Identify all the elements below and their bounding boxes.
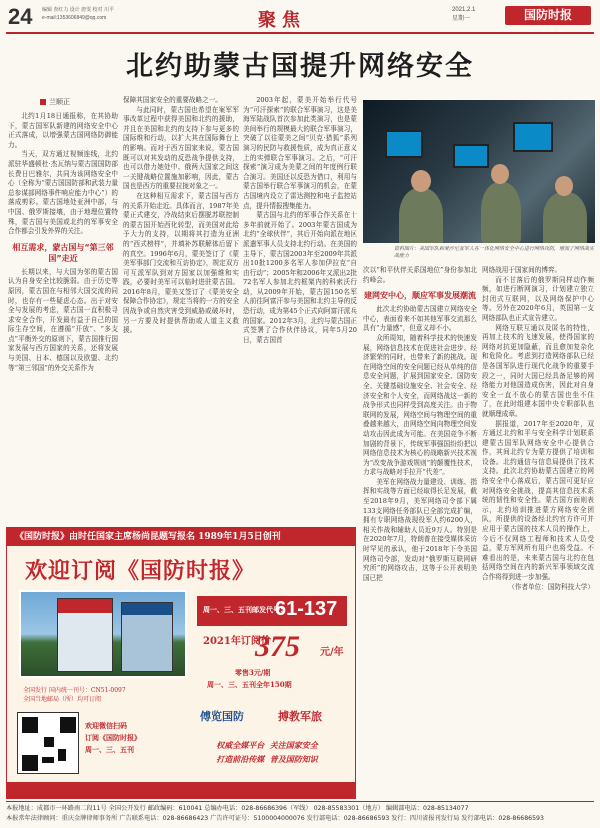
postal-code: 61-137	[275, 598, 338, 620]
soldier-head	[491, 164, 509, 184]
soldier-figure	[399, 188, 443, 243]
qr-code	[17, 712, 79, 774]
monitor-screen	[385, 130, 423, 158]
qr-finder	[22, 717, 38, 733]
paragraph: 与此同时，蒙古国也希望在案军军事改革过程中获得美国和北约的援助，并且在美国和北约的支持下参与更多的国际维和行动，以扩大其在国际舞台上的影响。而对于西方国家来说，蒙古国既可以对其发动的反恐战争提供支持，也可以借力她处中、俄两大国家之间这一关键战略位置施加影响，因此，蒙古国也是西方的重要拉拢对象之一。	[123, 105, 239, 191]
qr-finder	[60, 717, 76, 733]
date-line: 2021.2.1	[452, 7, 476, 13]
newspaper-copy	[121, 602, 173, 672]
staff-line: 编辑 查红力 设计 唐雯 校对 川平	[42, 7, 114, 13]
postal-code-box	[197, 596, 347, 626]
ad-banner: 《国防时报》由时任国家主席杨尚昆题写报名 1989年1月5日创刊	[7, 528, 355, 546]
paragraph: 而不甘落后的俄罗斯同样动作频频，如进行断网演习，计划建立独立封闭式互联网，以及网络保护中心等。另外在2020年6月，英国第一支网络部队也正式宣告建立。	[482, 275, 594, 322]
slogan-right: 搏教军旅	[278, 710, 322, 723]
soldier-figure	[543, 192, 587, 243]
ad-motto	[187, 738, 347, 766]
article-column-2	[123, 96, 239, 522]
qr-finder	[22, 755, 38, 771]
qr-module	[42, 757, 54, 763]
photo-caption: 资料图片：美国军队和爱沙尼亚军人在一体化网络安全中心进行网络攻防，增加了网络战实战能力	[394, 246, 595, 259]
article-column-3	[243, 96, 357, 522]
qr-module	[58, 749, 66, 761]
motto-line: 打造前沿传媒	[216, 754, 265, 764]
staff-credits	[42, 6, 114, 22]
page-header	[0, 0, 600, 32]
paragraph: 蒙古国与北约的军事合作关系在十多年前就开始了。2003年蒙古国成为北约“全球伙伴”，其后开始向派在地区派遣军事人员支持北约行动。在美国的主导下，蒙古国2003年至2009年共派出10批1200多名军人参加伊拉克“自由行动”；2005年和2006年又派出2批72名军人参加北约框架内的科索沃行动，从2009年开始，蒙古国150名军人前往阿富汗参与美国和北约主导的反恐行动，成为第45个正式向阿富汗派兵的国家。2012年3月，北约与蒙古国正式签署了合作伙伴协议，同年5月20日，蒙古国首	[243, 211, 357, 344]
monitor-screen	[513, 122, 553, 152]
subheading: 建网安中心，顺应军事发展潮流	[364, 291, 476, 301]
qr-caption-line: 周一、三、五刊	[85, 745, 134, 754]
header-rule	[6, 32, 594, 34]
paragraph: 长期以来，与大国为邻的蒙古国认为自身安全比较脆弱。由于历史等原因，蒙古国在与相邻大国交流的同时，也存有一些疑虑心态。出于对安全与发展的考虑，蒙古国一直积极寻求安全合作，开发最有益于自己的国际生存空间，在遵循“开放”、“多支点”平衡外交的原则下，蒙古国推行国家发展与西方国家的关系，还将发展与美国、日本、德国以及欧盟、北约等“第三邻国”的外交关系作为	[8, 267, 118, 372]
qr-caption	[85, 720, 141, 756]
article-photo	[363, 100, 595, 243]
paragraph: 网络战用于国家间的博弈。	[482, 266, 562, 274]
price-unit: 元/年	[320, 647, 344, 658]
paragraph: 当天，双方通过视频连线，北约派驻华盛顿杜·杰瓦纳与蒙古国国防部长费日巴雅尔，共同为该网络安全中心（全称为“蒙古国国防部和武装力量总参谋部网络事件响应能力中心”）的落成剪彩。蒙古国地处亚洲中部，与中国、俄罗斯接壤，由于地理位置特殊，蒙古国与美国或北约的军事安全合作都会引发外界的关注。	[8, 150, 118, 236]
byline-square-icon	[40, 99, 46, 105]
motto-line: 普及国防知识	[269, 754, 318, 764]
article-headline: 北约助蒙古国提升网络安全	[126, 51, 474, 82]
soldier-head	[411, 170, 431, 192]
article-column-5	[482, 266, 594, 794]
qr-module	[44, 737, 54, 747]
footer-rule	[6, 801, 594, 802]
post-office-note: 全国当地邮局（所）均可订阅	[23, 696, 102, 703]
slogan	[182, 704, 354, 730]
paragraph: 此次北约协助蒙古国建立网络安全中心，表面看来不如其他军事交流那么具有“力量感”，但意义却不小。	[363, 305, 477, 333]
paragraph: 在这种相互需求下，蒙古国与西方的关系开始走近。具体而言，1987年美蒙正式建交，冷战结束后摆脱苏联控制的蒙古国开始西化转型，而美国对此给予大力的支持，以期将其打造为亚洲的“西式榜样”，并填补苏联解体后留下的真空。1996年6月，蒙美签订了《蒙美军事部门交流和互访协定》，规定双方可互派军队到对方国家以加强维和实践，必要时美军可以临时进驻蒙古国。2016年8月，蒙美又签订了《蒙美安全保障合作协定》，规定当将的一方的安全因战争或自然灾害受到威胁或破坏时，另一方要及时提供帮助或人道主义救援。	[123, 191, 239, 335]
ad-title: 欢迎订阅《国防时报》	[25, 558, 256, 584]
postal-code-label: 周一、三、五刊邮发代号：	[203, 605, 287, 614]
soldier-figure	[481, 182, 521, 243]
masthead-logo: 国防时报	[505, 6, 591, 25]
issue-date	[452, 6, 475, 24]
motto-line: 权威全媒平台	[216, 740, 265, 750]
footer-line: 本报地址：成都市一环路南二段11号 全国公开发行 邮政编码：610041 总编办电话：028-86686396（军线） 028-85583301（地方） 编辑部电话：028-85134077	[6, 805, 469, 812]
paragraph: 保障其国家安全的重要战略之一。	[123, 96, 222, 104]
paragraph: 次以“和平伙伴关系国地位”身份参加北约峰会。	[363, 266, 477, 284]
qr-caption-line: 订阅《国防时报》	[85, 733, 141, 742]
page-footer	[6, 804, 596, 824]
soldier-head	[555, 176, 573, 196]
paragraph: 据报道，2017年至2020年，双方通过北约和平与安全科学计划联系建蒙古国军队网络安全中心提供合作，其间北约专为蒙方提供了培训和设备。北约通信与信息局提供了技术支持。此次北约协助蒙古国建立的网络安全中心落成后，蒙古国可更好应对网络安全挑战，提高其信息技术系统的韧性和安全性。蒙古国方面则表示，北约培训推进蒙方网络安全团队，所提供的设备经北约官方许可并应用于蒙古国的技术人员的操作上，今后不仅网络工程师和技术人员受益，蒙方军网所有用户也将受益。不难看出的是，未来蒙古国与北约在包括网络空间在内的新兴军事领域交流合作将得到进一步加强。	[482, 419, 594, 581]
weekday-line: 星期一	[452, 16, 471, 22]
motto-line: 关注国家安全	[269, 740, 318, 750]
ad-footer-bar	[7, 782, 355, 798]
distribution-info	[23, 686, 126, 704]
article-column-4	[363, 266, 477, 794]
author-note: （作者单位：国防科技大学）	[508, 582, 594, 591]
footer-line: 本报常年法律顾问：重庆金牌律师事务所 广告联系电话：028-86686423 广告许可证号：5100004000076 发行部电话：028-86686593 发行：四川省报刊发行局 发行部电话：028-86686593	[6, 815, 544, 822]
page-number: 24	[8, 4, 33, 29]
qr-caption-line: 欢迎微信扫码	[85, 721, 127, 730]
paragraph: 北约1月18日通报称，在其协助下，蒙古国军队新建的网络安全中心正式落成，以增强蒙古国网络防御能力。	[8, 112, 118, 149]
monitor-screen	[453, 144, 489, 168]
paragraph: 网络互联互通以及匿名的特性，再加上技术的飞速发展，使得国家的网络对抗更加隐蔽，而且愈加复杂化和危险化。考虑到打造网络部队已经是各国军队进行现代化战争的重要手段之一，同时大国已经具备足够的网络能力对他国造成伤害，因此对自身安全一直不放心的蒙古国也坐不住了，在此时组建本国中央专职部队也就顺理成章。	[482, 323, 594, 418]
subscription-ad	[6, 527, 356, 799]
subheading: 相互需求，蒙古国与“第三邻国”走近	[12, 242, 114, 263]
cn-number: 全国发行 国内统一刊号：CN51-0097	[23, 687, 126, 694]
paragraph: 美军在网络战力量建设、训练、指挥和实战等方面已经取得长足发展，截至2018年9月，美军网络司令部下属133支网络任务部队已全部完成扩编，拥有专职网络战现役军人约6200人，相关作战和辅助人员近9万人。特别是在2020年7月，特朗普在接受媒体采访时罕见的承认，他于2018年下令美国网络司令部，发动对“俄罗斯互联网研究所”的网络攻击，这等于公开表明美国已把	[363, 477, 477, 582]
issue-frequency: 周一、三、五刊全年150期	[207, 680, 292, 689]
retail-price: 零售3元/期	[235, 668, 271, 677]
article-column-1	[8, 112, 118, 522]
author-name: 兰顺正	[49, 98, 70, 106]
staff-email: e-mail:1353606849@qq.com	[42, 15, 107, 21]
byline	[40, 97, 70, 107]
price-value: 375	[255, 630, 300, 663]
ad-photo	[19, 590, 187, 678]
section-title: 聚焦	[258, 10, 306, 31]
price-label: 2021年订阅价	[203, 636, 271, 647]
paragraph: 2003年起，蒙美开始举行代号为“可汗探索”的联合军事演习，这是美海军陆战队首次参加此类演习，也是蒙美间举行的规模最大的联合军事演习，突破了以往蒙美之间“贝克·猎狐”系列演习的民防与救援性质，成为真正意义上的实弹联合军事演习。之后，“可汗探索”演习成为美蒙之间的年度例行联合演习。美国还以反恐为借口，利用与蒙古国举行联合军事演习的机会，在蒙古国境内设立了雷达测控和电子监控站点，提升情报搜集能力。	[243, 96, 357, 210]
newspaper-copy	[57, 598, 113, 672]
slogan-left: 傅览国防	[200, 710, 244, 723]
paragraph: 众所周知，随着科学技术的快速发展，网络信息技术在促进社会进步、经济繁荣的同时，也带来了新的挑战。现在网络空间的安全问题已经从单纯的信息安全问题，扩展到国家安全、国防安全、关键基础设施安全、社会安全、经济安全和个人安全，而网络战这一新的战争形式也同样受到高度关注。由于物联网的发展，网络空间与物理空间的重叠越来越大，由网络空间向物理空间发动攻击因此成为可能。在美国竞争不断加剧的背景下，传统军事强国纷纷把以网络信息技术为核心的战略新兴技术视为“改变战争游戏规则”的颠覆性技术，力求与战略对手拉开“代差”。	[363, 333, 477, 477]
